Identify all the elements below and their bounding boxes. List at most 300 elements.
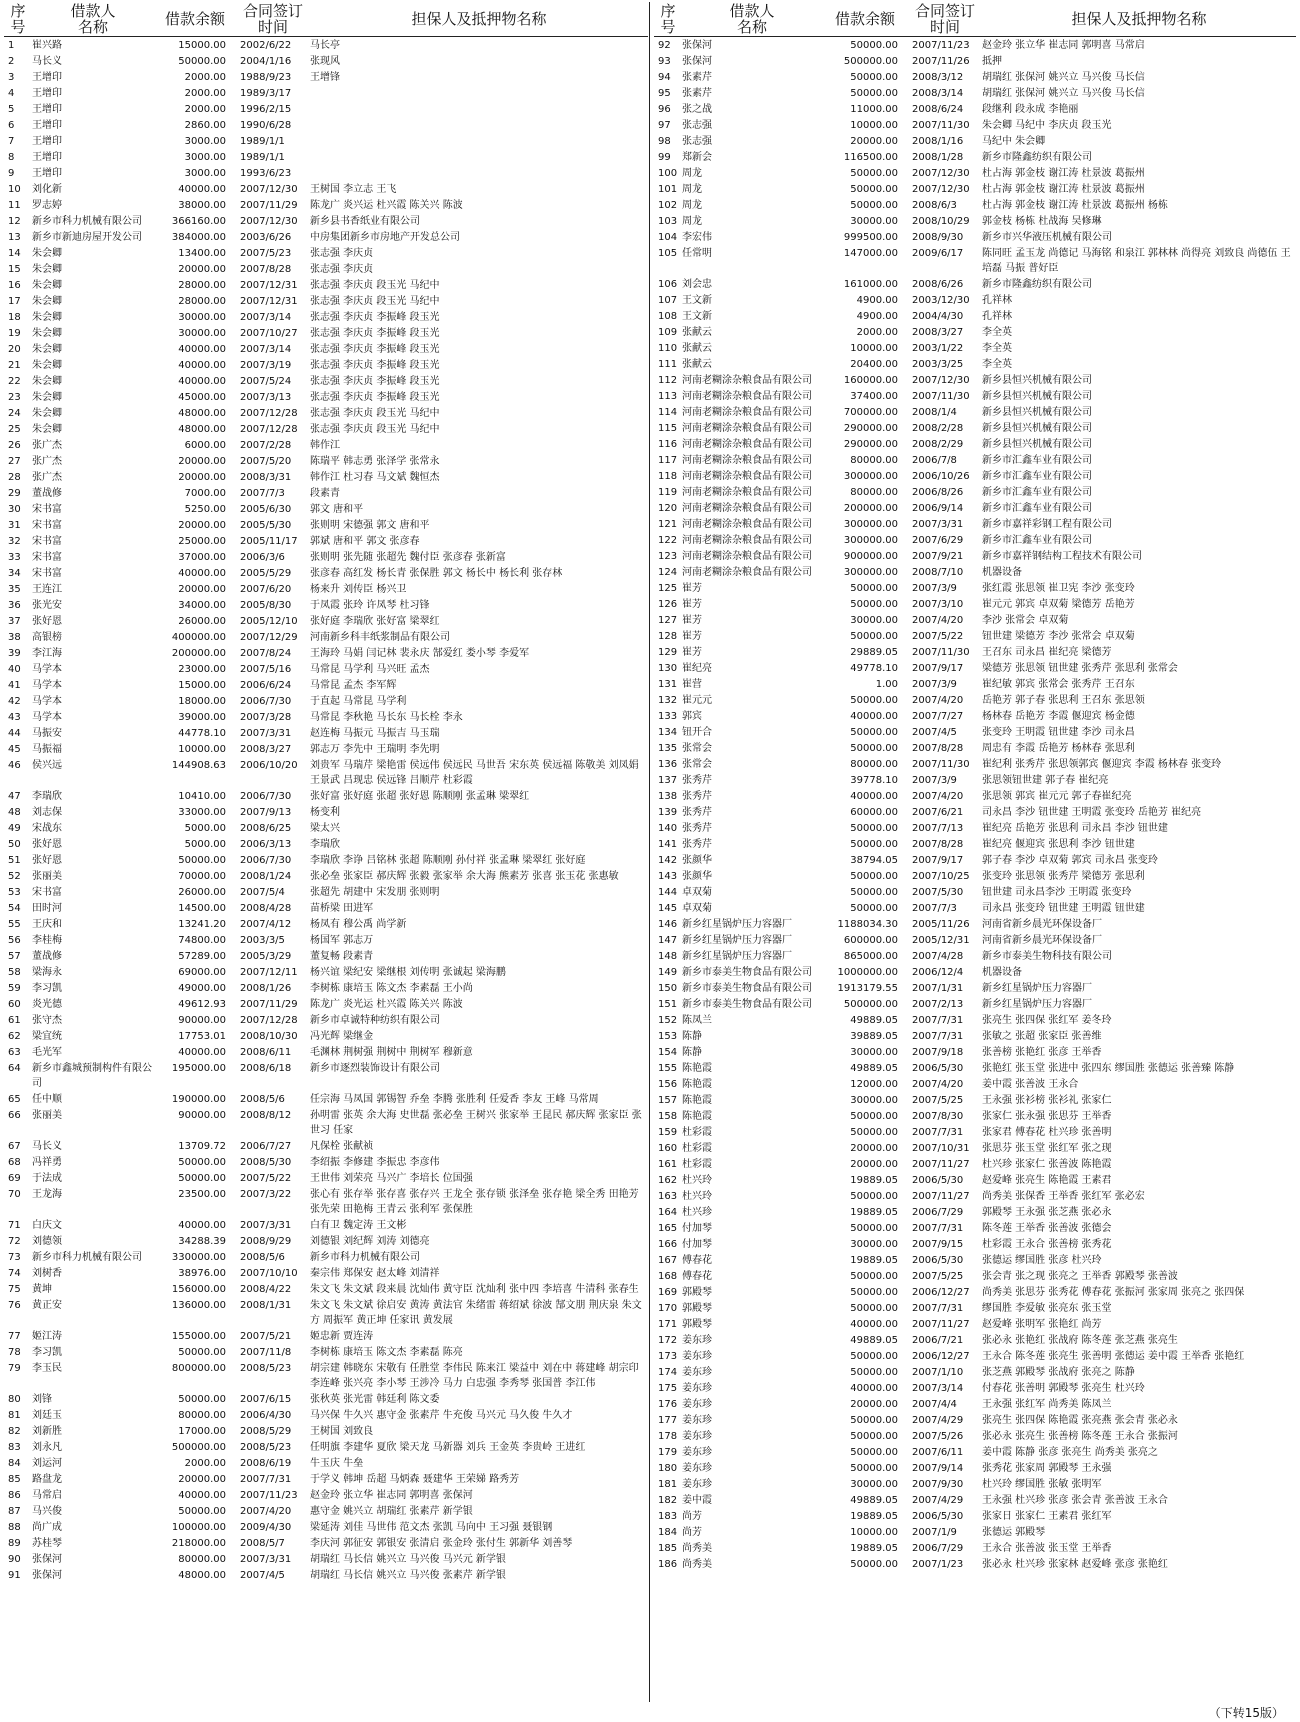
table-row [654,1540,1296,1556]
loan-balance: 38976.00 [178,1268,226,1279]
loan-balance: 5000.00 [184,823,226,834]
contract-date: 2007/12/31 [240,280,298,291]
guarantor-collateral: 张亮生 张四保 陈艳霞 张亮燕 张会青 张必永 [982,1415,1178,1426]
loan-balance: 155000.00 [171,1331,226,1342]
row-number: 9 [8,168,15,179]
contract-date: 2007/3/9 [912,775,957,786]
loan-balance: 50000.00 [178,56,226,67]
row-number: 38 [8,632,21,643]
row-number: 29 [8,488,21,499]
loan-balance: 49000.00 [178,983,226,994]
borrower-name: 张秀芹 [682,775,712,786]
table-row [654,452,1296,468]
guarantor-collateral: 马长亭 [310,40,340,51]
loan-balance: 50000.00 [850,871,898,882]
row-number: 78 [8,1347,21,1358]
borrower-name: 朱会卿 [32,328,62,339]
loan-balance: 48000.00 [178,424,226,435]
table-row [4,341,648,357]
row-number: 26 [8,440,21,451]
row-number: 117 [658,455,678,466]
borrower-name: 王增印 [32,120,62,131]
row-number: 103 [658,216,678,227]
guarantor-collateral: 机器设备 [982,967,1022,978]
row-number: 100 [658,168,678,179]
row-number: 22 [8,376,21,387]
borrower-name: 李习凯 [32,983,62,994]
loan-balance: 3000.00 [184,136,226,147]
table-row [4,1028,648,1044]
row-number: 126 [658,599,678,610]
row-number: 4 [8,88,15,99]
borrower-name: 卓双菊 [682,887,712,898]
borrower-name: 朱会卿 [32,344,62,355]
borrower-name: 梁海永 [32,967,62,978]
loan-balance: 90000.00 [178,1110,226,1121]
loan-balance: 18000.00 [178,696,226,707]
table-row [4,597,648,613]
contract-date: 2007/5/25 [912,1095,964,1106]
borrower-name: 尚芳 [682,1527,702,1538]
borrower-name: 黄坤 [32,1284,52,1295]
loan-balance: 49889.05 [850,1335,898,1346]
borrower-name: 王连江 [32,584,62,595]
borrower-name: 陈艳霞 [682,1111,712,1122]
contract-date: 2007/3/14 [912,1383,964,1394]
row-number: 131 [658,679,678,690]
row-number: 16 [8,280,21,291]
guarantor-collateral [310,133,648,149]
contract-date: 2008/6/25 [240,823,292,834]
loan-balance: 49889.05 [850,1495,898,1506]
loan-balance: 40000.00 [178,360,226,371]
row-number: 128 [658,631,678,642]
guarantor-collateral: 新乡县恒兴机械有限公司 [982,439,1092,450]
row-number: 167 [658,1255,678,1266]
guarantor-collateral [310,117,648,133]
header-no: 序号 [4,2,32,37]
borrower-name: 杜彩霞 [682,1127,712,1138]
guarantor-collateral: 张秀花 张家周 郭殿琴 王永强 [982,1463,1112,1474]
guarantor-collateral: 河南省新乡晨光环保设备厂 [982,935,1102,946]
guarantor-collateral: 李瑞欣 李诤 吕铭林 张超 陈顺刚 孙付祥 张孟琳 梁翠红 张好庭 [310,855,586,866]
borrower-name: 张丽美 [32,1110,62,1121]
guarantor-collateral: 杨凤有 穆公禹 尚学新 [310,919,407,930]
guarantor-collateral: 新乡红星锅炉压力容器厂 [982,983,1092,994]
table-row [654,1412,1296,1428]
guarantor-collateral: 王永强 张红军 尚秀美 陈凤兰 [982,1399,1112,1410]
guarantor-collateral: 郭志万 李先中 王瑞明 李先明 [310,744,440,755]
loan-balance: 10000.00 [850,120,898,131]
borrower-name: 周龙 [682,200,702,211]
row-number: 170 [658,1303,678,1314]
row-number: 166 [658,1239,678,1250]
borrower-name: 高银榜 [32,632,62,643]
borrower-name: 傅春花 [682,1271,712,1282]
guarantor-collateral: 杜兴珍 张家仁 张善波 陈艳霞 [982,1159,1112,1170]
column-divider [649,2,650,1702]
loan-balance: 50000.00 [850,839,898,850]
loan-balance: 50000.00 [850,1431,898,1442]
table-row [4,1487,648,1503]
loan-balance: 19889.05 [850,1207,898,1218]
borrower-name: 朱会卿 [32,248,62,259]
loan-balance: 40000.00 [178,568,226,579]
loan-balance: 80000.00 [850,455,898,466]
contract-date: 2008/6/11 [240,1047,292,1058]
loan-balance: 50000.00 [178,1506,226,1517]
borrower-name: 河南老糊涂杂粮食品有限公司 [682,503,812,514]
row-number: 152 [658,1015,678,1026]
loan-balance: 20000.00 [850,136,898,147]
table-row [4,1551,648,1567]
guarantor-collateral: 崔纪亮 偃迎宾 张思利 李沙 钮世建 [982,839,1135,850]
contract-date: 2006/12/4 [912,967,964,978]
row-number: 136 [658,759,678,770]
contract-date: 2007/9/15 [912,1239,964,1250]
table-row [4,661,648,677]
table-row [4,1471,648,1487]
borrower-name: 任中顺 [32,1094,62,1105]
contract-date: 2007/9/21 [912,551,964,562]
guarantor-collateral: 张亮生 张四保 张红军 姜冬玲 [982,1015,1112,1026]
borrower-name: 马振福 [32,744,62,755]
table-row [4,197,648,213]
guarantor-collateral: 张红霞 张思领 崔卫宪 李沙 张变玲 [982,583,1135,594]
borrower-name: 崔元元 [682,695,712,706]
borrower-name: 王增印 [32,88,62,99]
loan-balance: 50000.00 [850,1463,898,1474]
borrower-name: 张保河 [32,1554,62,1565]
loan-balance: 30000.00 [850,1239,898,1250]
contract-date: 2007/8/30 [912,1111,964,1122]
table-row [4,485,648,501]
row-number: 174 [658,1367,678,1378]
guarantor-collateral: 张则明 张先随 张超先 魏付臣 张彦春 张新富 [310,552,506,563]
contract-date: 2007/6/11 [912,1447,964,1458]
loan-balance: 34288.39 [178,1236,226,1247]
contract-date: 2008/10/30 [240,1031,298,1042]
contract-date: 2008/2/29 [912,439,964,450]
borrower-name: 河南老糊涂杂粮食品有限公司 [682,407,812,418]
table-row [4,948,648,964]
loan-balance: 60000.00 [850,807,898,818]
loan-balance: 49889.05 [850,1063,898,1074]
table-row [4,517,648,533]
contract-date: 2007/7/31 [912,1223,964,1234]
contract-date: 2007/7/31 [912,1031,964,1042]
contract-date: 2007/5/22 [912,631,964,642]
row-number: 43 [8,712,21,723]
guarantor-collateral: 张志强 李庆贞 [310,264,374,275]
row-number: 13 [8,232,21,243]
table-row [4,501,648,517]
borrower-name: 张好恩 [32,855,62,866]
guarantor-collateral: 李绍振 李修建 李振忠 李彦伟 [310,1157,440,1168]
table-row [654,1380,1296,1396]
table-row [654,692,1296,708]
row-number: 88 [8,1522,21,1533]
table-row [4,1360,648,1391]
contract-date: 2008/5/7 [240,1538,285,1549]
guarantor-collateral [310,85,648,101]
table-row [4,469,648,485]
borrower-name: 宋书富 [32,568,62,579]
guarantor-collateral: 马兴保 牛久兴 惠守金 张素芹 牛充俊 马兴元 马久俊 牛久才 [310,1410,573,1421]
borrower-name: 宋书富 [32,520,62,531]
table-row [4,1535,648,1551]
table-row [4,533,648,549]
guarantor-collateral: 任明旗 李建华 夏欣 梁天龙 马新器 刘兵 王金英 李贵岭 王进红 [310,1442,586,1453]
table-row [4,1391,648,1407]
guarantor-collateral: 杜占海 郭金枝 谢江涛 杜景波 葛振州 [982,184,1145,195]
row-number: 14 [8,248,21,259]
row-number: 151 [658,999,678,1010]
row-number: 148 [658,951,678,962]
borrower-name: 白庆文 [32,1220,62,1231]
row-number: 92 [658,40,671,51]
row-number: 12 [8,216,21,227]
guarantor-collateral: 李全英 [982,327,1012,338]
borrower-name: 崔营 [682,679,702,690]
borrower-name: 姜东珍 [682,1335,712,1346]
loan-balance: 30000.00 [850,1095,898,1106]
guarantor-collateral: 王树国 李立志 王飞 [310,184,397,195]
loan-balance: 50000.00 [178,1173,226,1184]
borrower-name: 新乡红星锅炉压力容器厂 [682,951,792,962]
row-number: 104 [658,232,678,243]
guarantor-collateral: 赵连梅 马振元 马振吉 马玉瑞 [310,728,440,739]
guarantor-collateral: 孔祥林 [982,311,1012,322]
table-row [654,564,1296,580]
row-number: 51 [8,855,21,866]
table-row [654,484,1296,500]
row-number: 153 [658,1031,678,1042]
row-number: 97 [658,120,671,131]
loan-balance: 50000.00 [850,823,898,834]
row-number: 156 [658,1079,678,1090]
contract-date: 2008/1/31 [240,1300,292,1311]
borrower-name: 王庆和 [32,919,62,930]
guarantor-collateral: 赵金玲 张立华 崔志同 郭明喜 张保河 [310,1490,473,1501]
row-number: 15 [8,264,21,275]
guarantor-collateral: 秦宗伟 郑保安 赵太峰 刘清祥 [310,1268,440,1279]
contract-date: 2007/12/29 [240,632,298,643]
row-number: 161 [658,1159,678,1170]
borrower-name: 刘永凡 [32,1442,62,1453]
table-row [654,213,1296,229]
row-number: 172 [658,1335,678,1346]
guarantor-collateral: 机器设备 [982,567,1022,578]
loan-balance: 1913179.55 [837,983,898,994]
table-row [4,884,648,900]
loan-balance: 2000.00 [184,104,226,115]
contract-date: 1989/1/1 [240,136,285,147]
table-row [4,1423,648,1439]
loan-balance: 37000.00 [178,552,226,563]
borrower-name: 卓双菊 [682,903,712,914]
loan-balance: 6000.00 [184,440,226,451]
loan-balance: 48000.00 [178,1570,226,1581]
guarantor-collateral: 李树栋 康培玉 陈文杰 李素磊 王小尚 [310,983,473,994]
table-row [4,757,648,788]
row-number: 178 [658,1431,678,1442]
loan-balance: 1.00 [875,679,898,690]
borrower-name: 尚秀美 [682,1559,712,1570]
table-row [654,1492,1296,1508]
guarantor-collateral: 钮世建 梁德芳 李沙 张常会 卓双菊 [982,631,1135,642]
table-row [654,996,1296,1012]
row-number: 41 [8,680,21,691]
loan-balance: 144908.63 [171,760,226,771]
table-row [654,756,1296,772]
row-number: 53 [8,887,21,898]
table-row [654,500,1296,516]
row-number: 32 [8,536,21,547]
guarantor-collateral: 李全英 [982,359,1012,370]
table-row [654,1108,1296,1124]
row-number: 18 [8,312,21,323]
borrower-name: 崔兴路 [32,40,62,51]
contract-date: 2008/6/26 [912,279,964,290]
contract-date: 1993/6/23 [240,168,292,179]
contract-date: 2007/7/3 [912,903,957,914]
borrower-name: 河南老糊涂杂粮食品有限公司 [682,375,812,386]
table-row [654,676,1296,692]
contract-date: 2006/7/29 [912,1207,964,1218]
row-number: 122 [658,535,678,546]
contract-date: 2007/10/27 [240,328,298,339]
guarantor-collateral: 惠守金 姚兴立 胡瑞红 张素芹 新学银 [310,1506,473,1517]
guarantor-collateral: 杨国军 郭志万 [310,935,374,946]
borrower-name: 姜东珍 [682,1383,712,1394]
guarantor-collateral: 尚秀美 张思芬 张秀花 傅春花 张振河 张家周 张亮之 张四保 [982,1287,1245,1298]
loan-balance: 161000.00 [843,279,898,290]
contract-date: 2007/7/3 [240,488,285,499]
loan-balance: 30000.00 [850,1047,898,1058]
borrower-name: 马学本 [32,680,62,691]
loan-balance: 190000.00 [171,1094,226,1105]
guarantor-collateral: 王永合 陈冬莲 张亮生 张善明 张德运 姜中霞 王举香 张艳红 [982,1351,1245,1362]
borrower-name: 付加琴 [682,1223,712,1234]
loan-balance: 15000.00 [178,680,226,691]
loan-balance: 50000.00 [850,168,898,179]
contract-date: 2007/11/8 [240,1347,292,1358]
borrower-name: 王增印 [32,168,62,179]
borrower-name: 张保河 [682,40,712,51]
left-table-body [4,37,648,1584]
table-row [4,1012,648,1028]
borrower-name: 罗志婷 [32,200,62,211]
contract-date: 2003/3/25 [912,359,964,370]
borrower-name: 炎光德 [32,999,62,1010]
borrower-name: 朱会卿 [32,264,62,275]
guarantor-collateral: 张则明 宋德强 郭文 唐和平 [310,520,430,531]
table-row [654,740,1296,756]
borrower-name: 宋书富 [32,887,62,898]
borrower-name: 傅春花 [682,1255,712,1266]
table-row [4,309,648,325]
contract-date: 2007/11/29 [240,200,298,211]
guarantor-collateral: 王海玲 马娟 闫记林 裴永庆 郜爱红 娄小琴 李爱军 [310,648,530,659]
borrower-name: 陈凤兰 [682,1015,712,1026]
table-row [654,1060,1296,1076]
guarantor-collateral: 郭金枝 杨栋 杜战海 吴修琳 [982,216,1102,227]
contract-date: 2008/7/10 [912,567,964,578]
guarantor-collateral: 李沙 张常会 卓双菊 [982,615,1069,626]
borrower-name: 郑新会 [682,152,712,163]
loan-balance: 366160.00 [171,216,226,227]
guarantor-collateral: 张家仁 张永强 张思芬 王举香 [982,1111,1112,1122]
guarantor-collateral: 王永强 张衫榜 张衫礼 张家仁 [982,1095,1112,1106]
loan-balance: 50000.00 [850,903,898,914]
guarantor-collateral: 段继利 段永成 李艳丽 [982,104,1079,115]
borrower-name: 河南老糊涂杂粮食品有限公司 [682,423,812,434]
table-row [654,660,1296,676]
contract-date: 2007/3/22 [240,1189,292,1200]
row-number: 144 [658,887,678,898]
table-row [654,628,1296,644]
contract-date: 2007/3/31 [912,519,964,530]
table-row [654,1556,1296,1572]
guarantor-collateral: 新乡市汇鑫车业有限公司 [982,471,1092,482]
contract-date: 2006/7/30 [240,696,292,707]
contract-date: 2008/8/12 [240,1110,292,1121]
contract-date: 2003/6/26 [240,232,292,243]
row-number: 45 [8,744,21,755]
contract-date: 2007/12/30 [240,216,298,227]
contract-date: 2007/4/28 [912,951,964,962]
guarantor-collateral: 杨来升 刘传臣 杨兴卫 [310,584,407,595]
table-row [4,1186,648,1217]
borrower-name: 付加琴 [682,1239,712,1250]
row-number: 58 [8,967,21,978]
guarantor-collateral [310,165,648,181]
contract-date: 2006/7/29 [912,1543,964,1554]
row-number: 164 [658,1207,678,1218]
guarantor-collateral: 韩作江 [310,440,340,451]
borrower-name: 朱会卿 [32,408,62,419]
borrower-name: 张献云 [682,359,712,370]
borrower-name: 新乡红星锅炉压力容器厂 [682,919,792,930]
contract-date: 2006/7/30 [240,855,292,866]
table-row [4,1407,648,1423]
loan-balance: 48000.00 [178,408,226,419]
guarantor-collateral: 梁延涛 刘佳 马世伟 范文杰 张凯 马向中 王习强 聂银钢 [310,1522,553,1533]
table-row [4,149,648,165]
borrower-name: 张献云 [682,327,712,338]
table-row [4,437,648,453]
header-no: 序号 [654,2,682,37]
row-number: 72 [8,1236,21,1247]
row-number: 25 [8,424,21,435]
loan-balance: 10000.00 [850,343,898,354]
guarantor-collateral: 李树栋 康培玉 陈文杰 李素磊 陈亮 [310,1347,463,1358]
loan-balance: 12000.00 [850,1079,898,1090]
row-number: 160 [658,1143,678,1154]
loan-balance: 40000.00 [850,711,898,722]
contract-date: 2005/3/29 [240,951,292,962]
contract-date: 2006/12/27 [912,1287,970,1298]
borrower-name: 张好恩 [32,839,62,850]
contract-date: 2007/12/11 [240,967,298,978]
table-row [654,1316,1296,1332]
table-row [654,436,1296,452]
header-guarantor: 担保人及抵押物名称 [982,2,1296,37]
loan-balance: 400000.00 [171,632,226,643]
row-number: 101 [658,184,678,195]
table-row [4,277,648,293]
